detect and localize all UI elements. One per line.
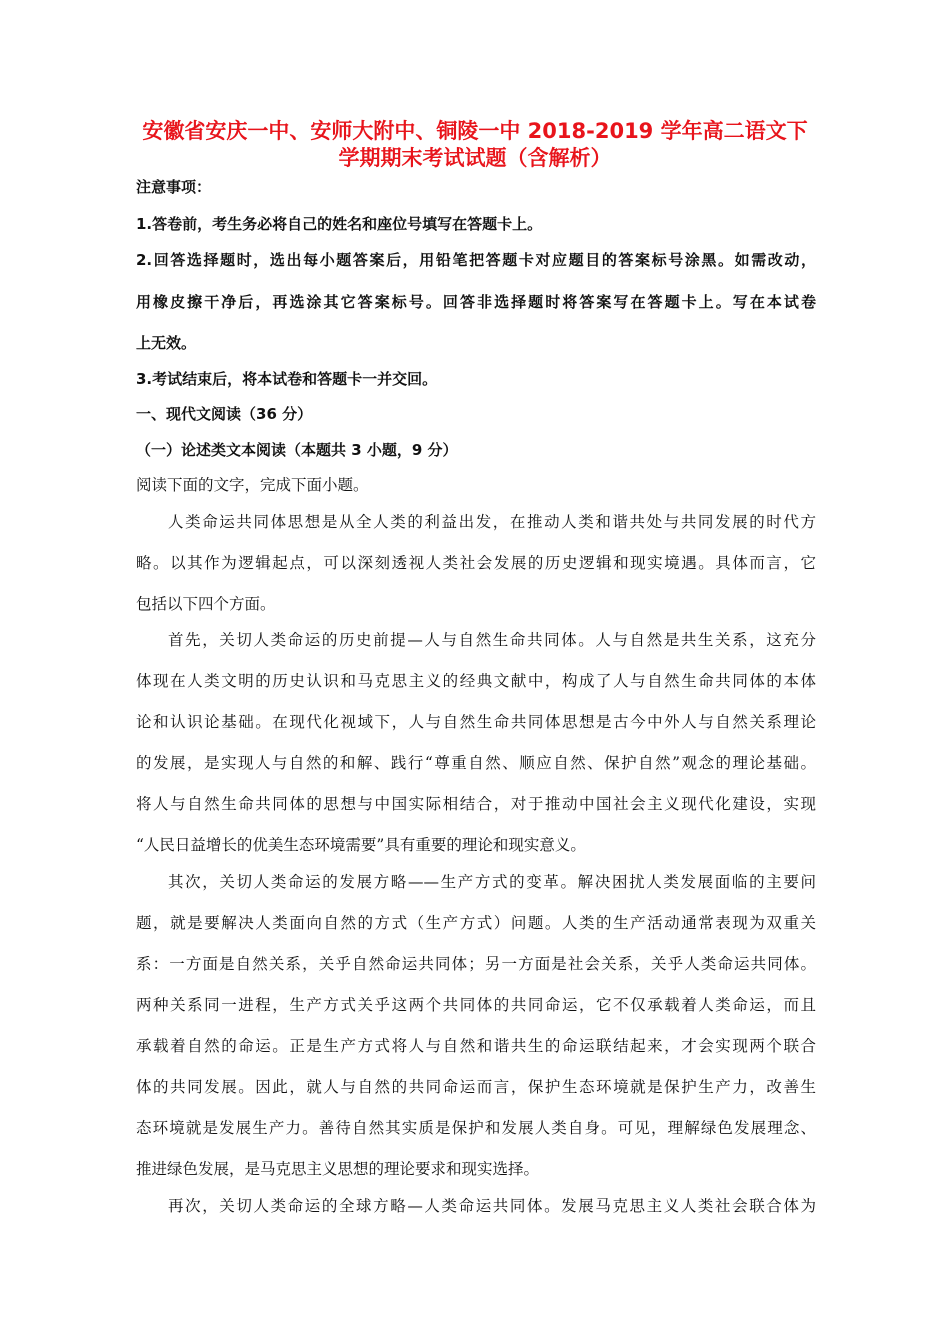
paragraph-3-line-7: 态环境就是发展生产力。善待自然其实质是保护和发展人类自身。可见，理解绿色发展理念、 [136, 1119, 816, 1137]
document-title [120, 118, 830, 172]
paragraph-2-line-1: 首先，关切人类命运的历史前提—人与自然生命共同体。人与自然是共生关系，这充分 [168, 631, 816, 649]
notice-heading: 注意事项： [136, 178, 212, 196]
notice-item-1: 1.答卷前，考生务必将自己的姓名和座位号填写在答题卡上。 [136, 215, 543, 233]
paragraph-2-line-4: 的发展，是实现人与自然的和解、践行“尊重自然、顺应自然、保护自然”观念的理论基础。 [136, 754, 816, 772]
section-heading: 一、现代文阅读（36 分） [136, 405, 313, 423]
paragraph-1-line-2: 略。以其作为逻辑起点，可以深刻透视人类社会发展的历史逻辑和现实境遇。具体而言，它 [136, 554, 816, 572]
paragraph-2-line-5: 将人与自然生命共同体的思想与中国实际相结合，对于推动中国社会主义现代化建设，实现 [136, 795, 816, 813]
paragraph-1-line-3: 包括以下四个方面。 [136, 595, 276, 613]
subsection-heading: （一）论述类文本阅读（本题共 3 小题，9 分） [136, 441, 458, 459]
notice-item-2-line-3: 上无效。 [136, 334, 197, 352]
reading-instruction: 阅读下面的文字，完成下面小题。 [136, 476, 369, 494]
paragraph-3-line-2: 题，就是要解决人类面向自然的方式（生产方式）问题。人类的生产活动通常表现为双重关 [136, 914, 816, 932]
notice-item-2-line-1: 2.回答选择题时，选出每小题答案后，用铅笔把答题卡对应题目的答案标号涂黑。如需改动， [136, 251, 816, 269]
paragraph-3-line-5: 承载着自然的命运。正是生产方式将人与自然和谐共生的命运联结起来，才会实现两个联合 [136, 1037, 816, 1055]
paragraph-1-line-1: 人类命运共同体思想是从全人类的利益出发，在推动人类和谐共处与共同发展的时代方 [168, 513, 816, 531]
paragraph-3-line-4: 两种关系同一进程，生产方式关乎这两个共同体的共同命运，它不仅承载着人类命运，而且 [136, 996, 816, 1014]
paragraph-2-line-2: 体现在人类文明的历史认识和马克思主义的经典文献中，构成了人与自然生命共同体的本体 [136, 672, 816, 690]
title-line-1: 安徽省安庆一中、安师大附中、铜陵一中 2018-2019 学年高二语文下 [142, 119, 808, 143]
paragraph-2-line-6: “人民日益增长的优美生态环境需要”具有重要的理论和现实意义。 [136, 836, 586, 854]
paragraph-3-line-3: 系：一方面是自然关系，关乎自然命运共同体；另一方面是社会关系，关乎人类命运共同体。 [136, 955, 816, 973]
notice-item-2-line-2: 用橡皮擦干净后，再选涂其它答案标号。回答非选择题时将答案写在答题卡上。写在本试卷 [136, 293, 816, 311]
title-line-2: 学期期末考试试题（含解析） [338, 146, 612, 170]
paragraph-3-line-6: 体的共同发展。因此，就人与自然的共同命运而言，保护生态环境就是保护生产力，改善生 [136, 1078, 816, 1096]
notice-item-3: 3.考试结束后，将本试卷和答题卡一并交回。 [136, 370, 438, 388]
paragraph-3-line-1: 其次，关切人类命运的发展方略——生产方式的变革。解决困扰人类发展面临的主要问 [168, 873, 816, 891]
paragraph-4-line-1: 再次，关切人类命运的全球方略—人类命运共同体。发展马克思主义人类社会联合体为 [168, 1197, 816, 1215]
paragraph-2-line-3: 论和认识论基础。在现代化视域下，人与自然生命共同体思想是古今中外人与自然关系理论 [136, 713, 816, 731]
paragraph-3-line-8: 推进绿色发展，是马克思主义思想的理论要求和现实选择。 [136, 1160, 540, 1178]
